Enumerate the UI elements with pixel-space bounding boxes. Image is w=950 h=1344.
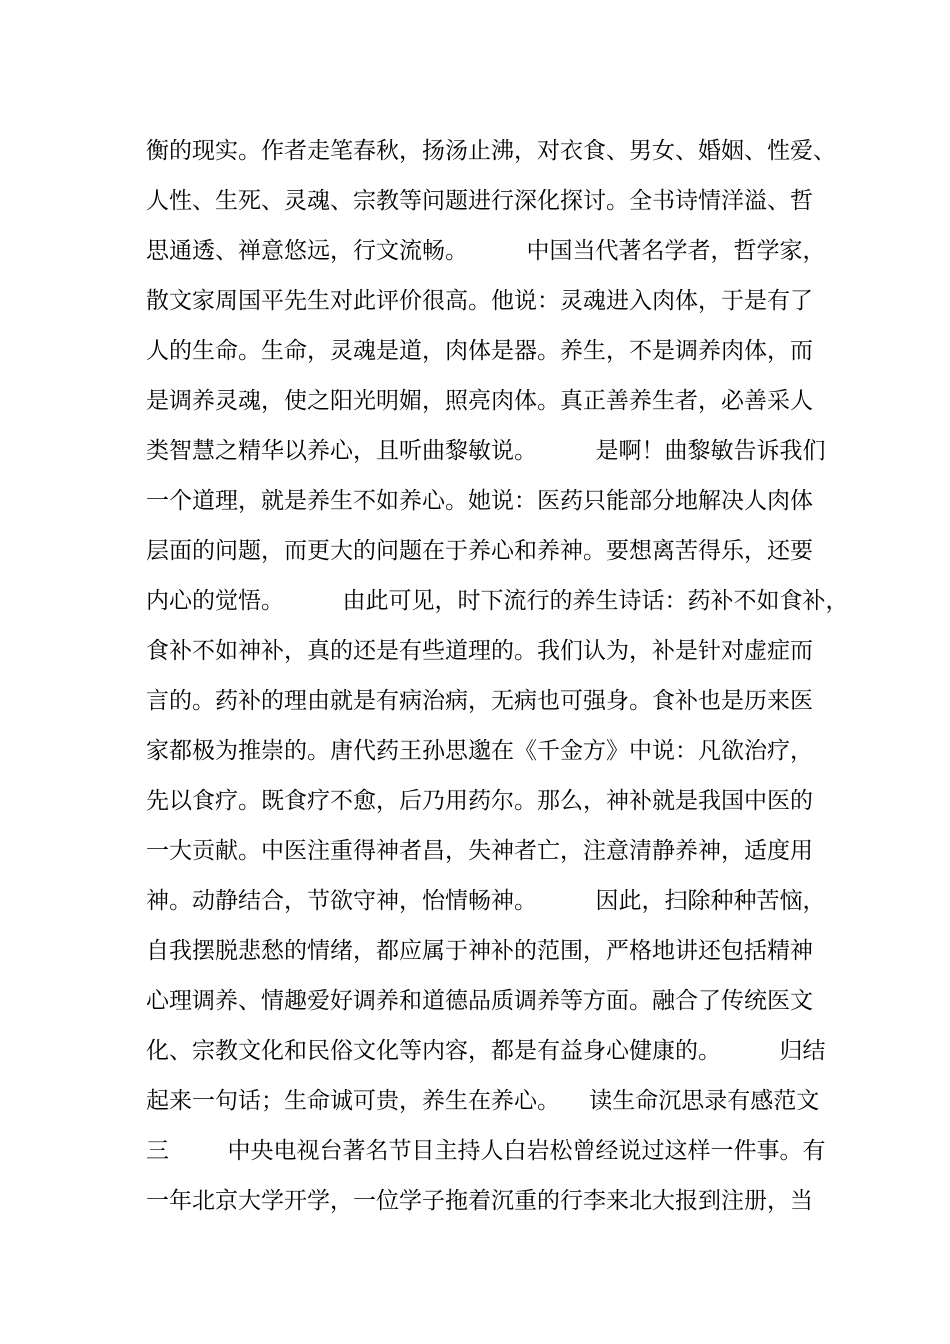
- text-line: 家都极为推崇的。唐代药王孙思邈在《千金方》中说：凡欲治疗，: [146, 738, 813, 764]
- text-line: 层面的问题，而更大的问题在于养心和养神。要想离苦得乐，还要: [146, 538, 813, 564]
- text-line: 自我摆脱悲愁的情绪，都应属于神补的范围，严格地讲还包括精神: [146, 938, 813, 964]
- text-line: 思通透、禅意悠远，行文流畅。 中国当代著名学者，哲学家，: [146, 238, 826, 264]
- text-line: 三 中央电视台著名节目主持人白岩松曾经说过这样一件事。有: [146, 1138, 826, 1164]
- text-line: 神。动静结合，节欲守神，怡情畅神。 因此，扫除种种苦恼，: [146, 888, 826, 914]
- text-line: 先以食疗。既食疗不愈，后乃用药尔。那么，神补就是我国中医的: [146, 788, 813, 814]
- text-line: 人的生命。生命，灵魂是道，肉体是器。养生，不是调养肉体，而: [146, 338, 813, 364]
- text-line: 一大贡献。中医注重得神者昌，失神者亡，注意清静养神，适度用: [146, 838, 813, 864]
- text-line: 一个道理，就是养生不如养心。她说：医药只能部分地解决人肉体: [146, 488, 813, 514]
- text-line: 是调养灵魂，使之阳光明媚，照亮肉体。真正善养生者，必善采人: [146, 388, 813, 414]
- text-line: 内心的觉悟。 由此可见，时下流行的养生诗话：药补不如食补，: [146, 588, 849, 614]
- text-line: 一年北京大学开学，一位学子拖着沉重的行李来北大报到注册，当: [146, 1188, 813, 1214]
- text-line: 心理调养、情趣爱好调养和道德品质调养等方面。融合了传统医文: [146, 988, 813, 1014]
- text-line: 散文家周国平先生对此评价很高。他说：灵魂进入肉体，于是有了: [146, 288, 813, 314]
- text-line: 言的。药补的理由就是有病治病，无病也可强身。食补也是历来医: [146, 688, 813, 714]
- text-line: 化、宗教文化和民俗文化等内容，都是有益身心健康的。 归结: [146, 1038, 826, 1064]
- text-line: 人性、生死、灵魂、宗教等问题进行深化探讨。全书诗情洋溢、哲: [146, 188, 813, 214]
- text-line: 食补不如神补，真的还是有些道理的。我们认为，补是针对虚症而: [146, 638, 813, 664]
- text-line: 衡的现实。作者走笔春秋，扬汤止沸，对衣食、男女、婚姻、性爱、: [146, 138, 836, 164]
- text-line: 类智慧之精华以养心，且听曲黎敏说。 是啊！曲黎敏告诉我们: [146, 438, 826, 464]
- text-line: 起来一句话；生命诚可贵，养生在养心。 读生命沉思录有感范文: [146, 1088, 820, 1114]
